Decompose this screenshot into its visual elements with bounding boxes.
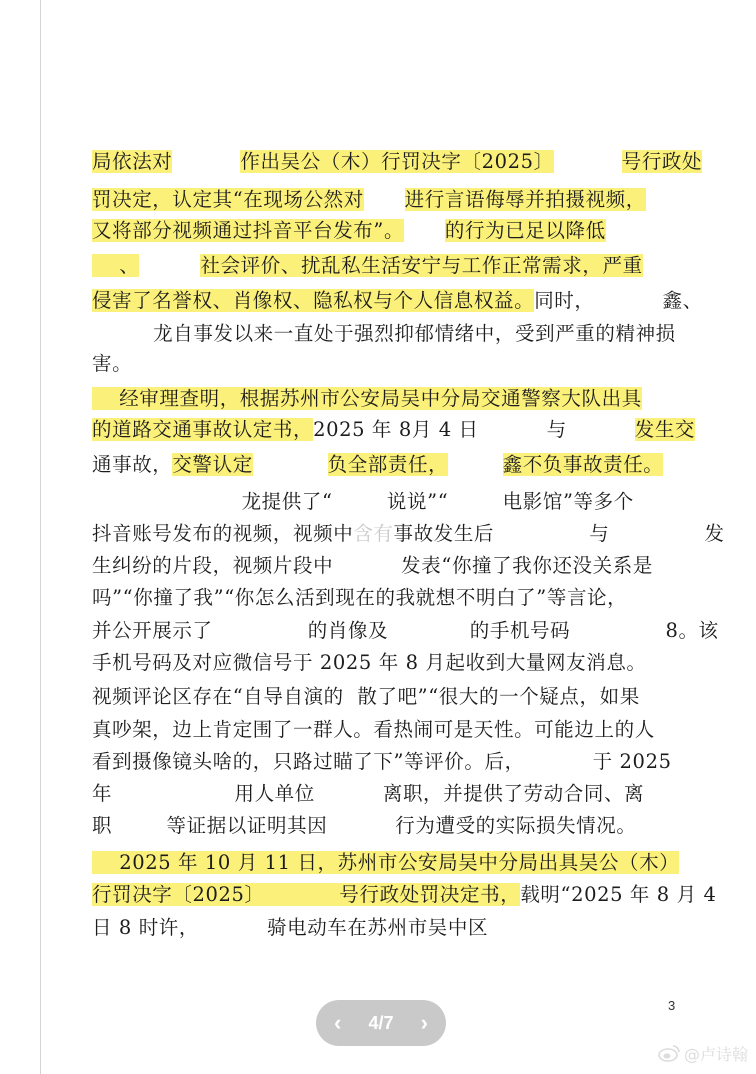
text-segment: 同时， 鑫、 <box>534 289 703 312</box>
highlighted-text: 2025 年 10 月 11 日，苏州市公安局吴中分局出具吴公（木） <box>92 851 680 874</box>
text-segment: 2025 年 8月 4 日 与 <box>313 418 635 441</box>
text-segment: 日 8 时许， 骑电动车在苏州市吴中区 <box>92 916 489 939</box>
document-line <box>92 484 634 520</box>
document-line <box>92 712 655 748</box>
highlighted-text: 侵害了名誉权、肖像权、隐私权与个人信息权益。 <box>92 289 535 312</box>
text-segment <box>253 453 328 476</box>
next-page-button[interactable]: › <box>420 1010 428 1035</box>
text-segment: 龙提供了“ 说说”“ 电影馆”等多个 <box>92 490 634 513</box>
document-line <box>92 248 643 284</box>
text-segment: 吗”“你撞了我”“你怎么活到现在的我就想不明白了”等言论， <box>92 586 628 609</box>
page-counter: 4/7 <box>368 1012 394 1033</box>
highlighted-text: 鑫不负事故责任。 <box>502 453 664 476</box>
text-segment: 并公开展示了 的肖像及 的手机号码 8。该 <box>92 619 719 642</box>
highlighted-text: 作出吴公（木）行罚决字〔2025〕 <box>240 150 554 173</box>
document-line <box>92 516 725 552</box>
document-line <box>92 213 606 249</box>
document-line <box>92 613 719 649</box>
text-segment: 含有 <box>353 522 394 545</box>
document-line <box>92 744 672 780</box>
text-segment: 职 等证据以证明其因 行为遭受的实际损失情况。 <box>92 814 637 837</box>
text-segment: 抖音账号发布的视频，视频中 <box>92 522 354 545</box>
document-line <box>92 645 647 681</box>
text-segment: 通事故， <box>92 453 173 476</box>
text-segment <box>172 150 240 173</box>
document-line <box>92 808 636 844</box>
text-segment: 事故发生后 与 发 <box>393 522 725 545</box>
highlighted-text: 的道路交通事故认定书， <box>92 418 314 441</box>
text-segment: 看到摄像镜头啥的，只路过瞄了下”等评价。后， 于 2025 <box>92 750 672 773</box>
text-segment <box>554 150 622 173</box>
highlighted-text: 交警认定 <box>172 453 253 476</box>
document-line <box>92 679 640 715</box>
text-segment: 视频评论区存在“自导自演的 散了吧”“很大的一个疑点，如果 <box>92 685 640 708</box>
image-pager <box>316 1000 446 1046</box>
document-line <box>92 316 676 352</box>
highlighted-text: 进行言语侮辱并拍摄视频， <box>404 188 646 211</box>
document-line <box>92 412 695 448</box>
document-line <box>92 845 679 881</box>
text-segment <box>139 254 200 277</box>
weibo-handle: @卢诗翰 <box>683 1044 748 1064</box>
highlighted-text: 行罚决字〔2025〕 号行政处罚决定书， <box>92 883 521 906</box>
highlighted-text: 局依法对 <box>92 150 173 173</box>
text-segment: 真吵架，边上肯定围了一群人。看热闹可是天性。可能边上的人 <box>92 718 655 741</box>
highlighted-text: 负全部责任， <box>327 453 449 476</box>
text-segment: 生纠纷的片段，视频片段中 发表“你撞了我你还没关系是 <box>92 554 653 577</box>
document-line <box>92 548 653 584</box>
highlighted-text: 又将部分视频通过抖音平台发布”。 <box>92 219 405 242</box>
text-segment <box>448 453 502 476</box>
text-segment <box>404 219 445 242</box>
document-line <box>92 283 703 319</box>
document-line <box>92 910 488 946</box>
text-segment: 载明“2025 年 8 月 4 <box>520 883 717 906</box>
highlighted-text: 经审理查明，根据苏州市公安局吴中分局交通警察大队出具 <box>92 387 642 410</box>
text-segment <box>364 188 405 211</box>
highlighted-text: 的行为已足以降低 <box>444 219 606 242</box>
highlighted-text: 社会评价、扰乱私生活安宁与工作正常需求，严重 <box>200 254 643 277</box>
document-line <box>92 447 663 483</box>
highlighted-text: 罚决定，认定其“在现场公然对 <box>92 188 364 211</box>
document-line <box>92 877 717 913</box>
document-line <box>92 776 644 812</box>
text-segment: 年 用人单位 离职，并提供了劳动合同、离 <box>92 782 645 805</box>
text-segment: 龙自事发以来一直处于强烈抑郁情绪中，受到严重的精神损 <box>92 322 676 345</box>
weibo-logo-icon <box>658 1044 680 1062</box>
document-line <box>92 580 627 616</box>
text-segment: 害。 <box>92 352 133 375</box>
document-line <box>92 144 702 180</box>
highlighted-text: 号行政处 <box>621 150 703 173</box>
text-segment: 手机号码及对应微信号于 2025 年 8 月起收到大量网友消息。 <box>92 651 647 674</box>
weibo-watermark <box>658 1042 748 1064</box>
highlighted-text: 、 <box>92 254 140 277</box>
previous-page-button[interactable]: ‹ <box>334 1010 342 1035</box>
page-number: 3 <box>668 998 676 1013</box>
document-line <box>92 346 132 382</box>
highlighted-text: 发生交 <box>634 418 696 441</box>
